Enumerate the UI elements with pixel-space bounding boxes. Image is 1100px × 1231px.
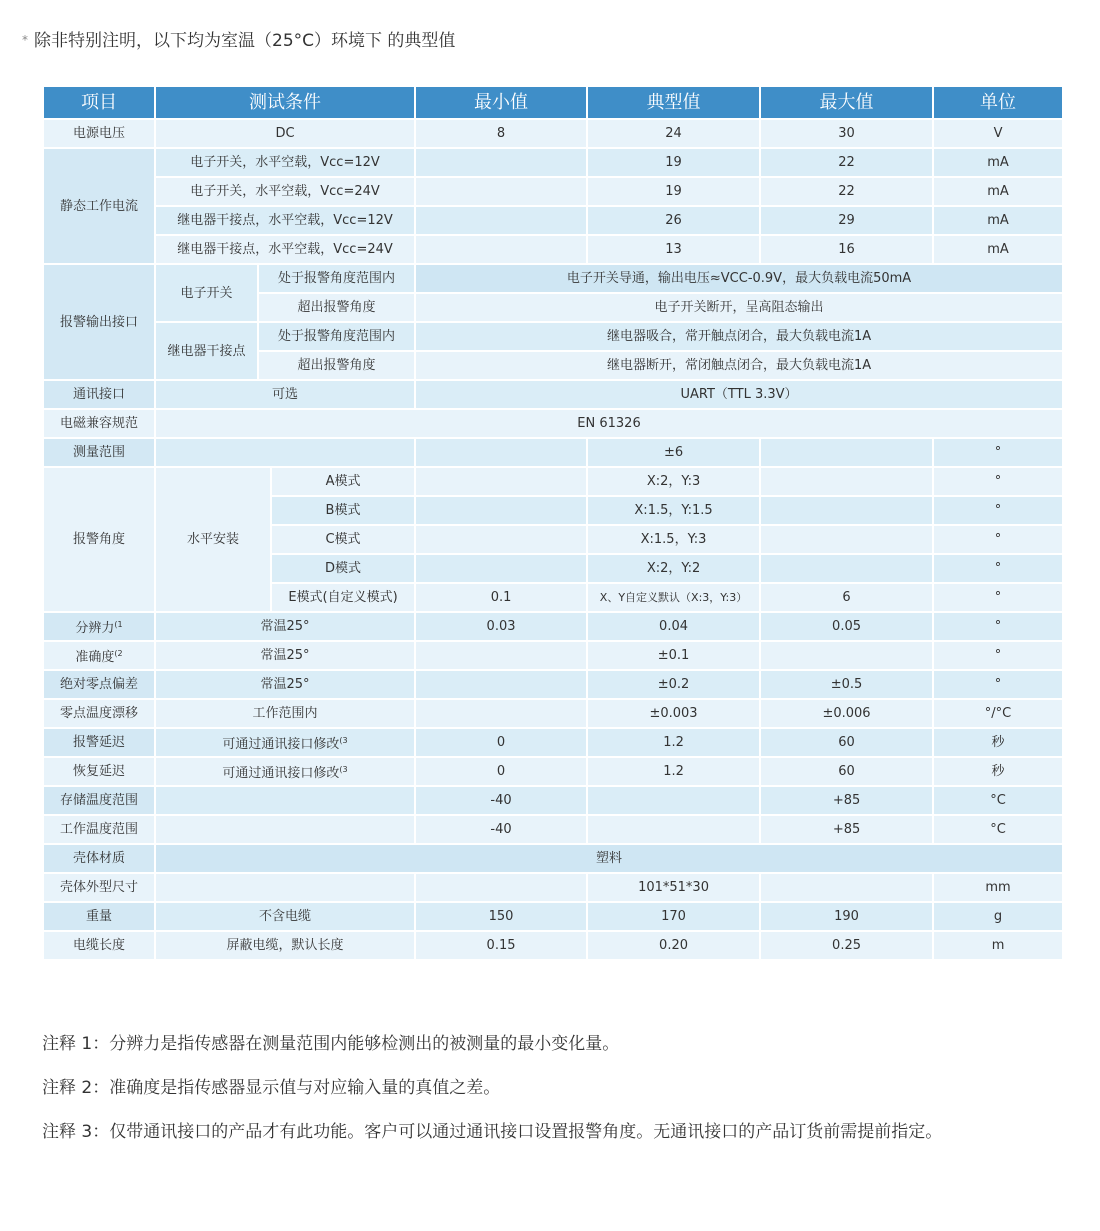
min-cell [415, 467, 587, 496]
header-note [22, 26, 455, 51]
min-cell [415, 670, 587, 699]
typ-cell: ±0.2 [587, 670, 760, 699]
condition-cell [155, 757, 415, 786]
footnote-1: 注释 1：分辨力是指传感器在测量范围内能够检测出的被测量的最小变化量。 [42, 1034, 620, 1054]
unit-cell: mA [933, 177, 1063, 206]
value-cell: 电子开关导通，输出电压≈VCC-0.9V，最大负载电流50mA [415, 264, 1063, 293]
item-cell: 电源电压 [43, 119, 155, 148]
header-note-text: 除非特别注明，以下均为室温（25°C）环境下 的典型值 [34, 31, 456, 51]
condition-cell: 工作范围内 [155, 699, 415, 728]
max-cell: 60 [760, 728, 933, 757]
typ-cell: 0.20 [587, 931, 760, 960]
typ-cell [587, 815, 760, 844]
item-cell: 报警延迟 [43, 728, 155, 757]
min-cell [415, 873, 587, 902]
table-row [43, 612, 1063, 641]
min-cell [415, 206, 587, 235]
item-cell: 报警角度 [43, 467, 155, 612]
header-min: 最小值 [415, 86, 587, 119]
unit-cell: V [933, 119, 1063, 148]
output-type-cell: 电子开关 [155, 264, 258, 322]
mode-cell: B模式 [271, 496, 415, 525]
max-cell [760, 525, 933, 554]
max-cell: 16 [760, 235, 933, 264]
condition-cell: 屏蔽电缆，默认长度 [155, 931, 415, 960]
item-cell: 存储温度范围 [43, 786, 155, 815]
typ-cell: 19 [587, 148, 760, 177]
table-row [43, 670, 1063, 699]
max-cell [760, 467, 933, 496]
unit-cell: 秒 [933, 728, 1063, 757]
max-cell: +85 [760, 786, 933, 815]
max-cell: 6 [760, 583, 933, 612]
item-cell: 工作温度范围 [43, 815, 155, 844]
condition-cell: 超出报警角度 [258, 351, 415, 380]
max-cell: 190 [760, 902, 933, 931]
condition-cell: 常温25° [155, 612, 415, 641]
typ-cell: X:1.5，Y:1.5 [587, 496, 760, 525]
table-row [43, 902, 1063, 931]
item-cell: 重量 [43, 902, 155, 931]
table-row [43, 438, 1063, 467]
footnote-ref: (1 [114, 620, 123, 629]
condition-cell: 继电器干接点，水平空载，Vcc=24V [155, 235, 415, 264]
spec-table [42, 85, 1064, 961]
condition-cell: 电子开关，水平空载，Vcc=24V [155, 177, 415, 206]
min-cell: 0.03 [415, 612, 587, 641]
min-cell [415, 235, 587, 264]
min-cell [415, 148, 587, 177]
item-cell: 壳体外型尺寸 [43, 873, 155, 902]
install-cell: 水平安装 [155, 467, 271, 612]
unit-cell: ° [933, 612, 1063, 641]
min-cell [415, 554, 587, 583]
unit-cell: ° [933, 554, 1063, 583]
mode-cell: D模式 [271, 554, 415, 583]
mode-cell: C模式 [271, 525, 415, 554]
min-cell: 0.15 [415, 931, 587, 960]
max-cell: ±0.5 [760, 670, 933, 699]
max-cell [760, 554, 933, 583]
max-cell: 22 [760, 148, 933, 177]
condition-cell [155, 438, 415, 467]
table-row [43, 235, 1063, 264]
table-row [43, 873, 1063, 902]
typ-cell: 170 [587, 902, 760, 931]
value-cell: 电子开关断开，呈高阻态输出 [415, 293, 1063, 322]
condition-cell [155, 873, 415, 902]
unit-cell: 秒 [933, 757, 1063, 786]
header-condition: 测试条件 [155, 86, 415, 119]
asterisk-mark: * [22, 33, 28, 47]
typ-cell: 0.04 [587, 612, 760, 641]
item-cell [43, 612, 155, 641]
condition-cell: 电子开关，水平空载，Vcc=12V [155, 148, 415, 177]
value-cell: 继电器断开，常闭触点闭合，最大负载电流1A [415, 351, 1063, 380]
header-typ: 典型值 [587, 86, 760, 119]
item-cell: 电缆长度 [43, 931, 155, 960]
condition-cell [155, 815, 415, 844]
typ-cell: X:1.5，Y:3 [587, 525, 760, 554]
typ-cell: ±0.003 [587, 699, 760, 728]
typ-cell: 101*51*30 [587, 873, 760, 902]
item-cell: 报警输出接口 [43, 264, 155, 380]
header-max: 最大值 [760, 86, 933, 119]
unit-cell: ° [933, 467, 1063, 496]
condition-label: 可通过通讯接口修改 [222, 766, 340, 781]
table-row [43, 931, 1063, 960]
table-row [43, 844, 1063, 873]
unit-cell: g [933, 902, 1063, 931]
table-row [43, 409, 1063, 438]
typ-cell: 13 [587, 235, 760, 264]
max-cell [760, 641, 933, 670]
min-cell: 0 [415, 757, 587, 786]
value-cell: EN 61326 [155, 409, 1063, 438]
unit-cell: mA [933, 206, 1063, 235]
item-cell: 电磁兼容规范 [43, 409, 155, 438]
table-row [43, 641, 1063, 670]
condition-cell: 处于报警角度范围内 [258, 322, 415, 351]
table-row [43, 322, 1063, 351]
typ-cell: 1.2 [587, 728, 760, 757]
table-header-row [43, 86, 1063, 119]
min-cell [415, 438, 587, 467]
mode-cell: E模式(自定义模式) [271, 583, 415, 612]
condition-cell: 处于报警角度范围内 [258, 264, 415, 293]
min-cell [415, 525, 587, 554]
unit-cell: mm [933, 873, 1063, 902]
condition-cell: 继电器干接点，水平空载，Vcc=12V [155, 206, 415, 235]
unit-cell: ° [933, 670, 1063, 699]
condition-cell: 可选 [155, 380, 415, 409]
min-cell: 0.1 [415, 583, 587, 612]
condition-cell: 不含电缆 [155, 902, 415, 931]
min-cell: -40 [415, 815, 587, 844]
item-cell [43, 641, 155, 670]
header-item: 项目 [43, 86, 155, 119]
unit-cell: ° [933, 438, 1063, 467]
max-cell [760, 496, 933, 525]
footnote-ref: (3 [339, 736, 348, 745]
table-row [43, 119, 1063, 148]
table-row [43, 467, 1063, 496]
typ-cell: ±6 [587, 438, 760, 467]
typ-cell: X、Y自定义默认（X:3，Y:3） [587, 583, 760, 612]
item-cell: 绝对零点偏差 [43, 670, 155, 699]
unit-cell: °C [933, 786, 1063, 815]
condition-cell: 常温25° [155, 641, 415, 670]
table-row [43, 699, 1063, 728]
unit-cell: °/°C [933, 699, 1063, 728]
header-unit: 单位 [933, 86, 1063, 119]
typ-cell: 19 [587, 177, 760, 206]
unit-cell: °C [933, 815, 1063, 844]
min-cell [415, 699, 587, 728]
table-row [43, 815, 1063, 844]
footnote-3: 注释 3：仅带通讯接口的产品才有此功能。客户可以通过通讯接口设置报警角度。无通讯接口的产品订货前需提前指定。 [42, 1122, 943, 1142]
condition-cell: 超出报警角度 [258, 293, 415, 322]
min-cell [415, 641, 587, 670]
table-row [43, 148, 1063, 177]
table-row [43, 177, 1063, 206]
value-cell: 继电器吸合，常开触点闭合，最大负载电流1A [415, 322, 1063, 351]
footnote-ref: (3 [339, 765, 348, 774]
unit-cell: ° [933, 525, 1063, 554]
typ-cell: 1.2 [587, 757, 760, 786]
item-cell: 通讯接口 [43, 380, 155, 409]
table-row [43, 786, 1063, 815]
table-row [43, 206, 1063, 235]
max-cell: 30 [760, 119, 933, 148]
min-cell [415, 496, 587, 525]
min-cell: -40 [415, 786, 587, 815]
unit-cell: mA [933, 235, 1063, 264]
item-cell: 恢复延迟 [43, 757, 155, 786]
min-cell: 150 [415, 902, 587, 931]
unit-cell: ° [933, 583, 1063, 612]
condition-cell: DC [155, 119, 415, 148]
typ-cell: 26 [587, 206, 760, 235]
condition-label: 可通过通讯接口修改 [222, 737, 340, 752]
item-cell: 壳体材质 [43, 844, 155, 873]
table-row [43, 264, 1063, 293]
max-cell: 60 [760, 757, 933, 786]
max-cell [760, 873, 933, 902]
max-cell: 22 [760, 177, 933, 206]
typ-cell: ±0.1 [587, 641, 760, 670]
footnote-2: 注释 2：准确度是指传感器显示值与对应输入量的真值之差。 [42, 1078, 501, 1098]
condition-cell: 常温25° [155, 670, 415, 699]
unit-cell: mA [933, 148, 1063, 177]
unit-cell: m [933, 931, 1063, 960]
condition-cell [155, 786, 415, 815]
table-row [43, 757, 1063, 786]
max-cell: +85 [760, 815, 933, 844]
value-cell: 塑料 [155, 844, 1063, 873]
max-cell: 0.05 [760, 612, 933, 641]
item-label: 准确度 [75, 650, 115, 665]
mode-cell: A模式 [271, 467, 415, 496]
unit-cell: ° [933, 641, 1063, 670]
max-cell [760, 438, 933, 467]
unit-cell: ° [933, 496, 1063, 525]
condition-cell [155, 728, 415, 757]
max-cell: 29 [760, 206, 933, 235]
max-cell: ±0.006 [760, 699, 933, 728]
min-cell [415, 177, 587, 206]
typ-cell: 24 [587, 119, 760, 148]
max-cell: 0.25 [760, 931, 933, 960]
table-row [43, 380, 1063, 409]
output-type-cell: 继电器干接点 [155, 322, 258, 380]
table-row [43, 728, 1063, 757]
typ-cell: X:2，Y:3 [587, 467, 760, 496]
item-cell: 测量范围 [43, 438, 155, 467]
value-cell: UART（TTL 3.3V） [415, 380, 1063, 409]
item-label: 分辨力 [75, 621, 115, 636]
item-cell: 零点温度漂移 [43, 699, 155, 728]
footnote-ref: (2 [114, 649, 123, 658]
min-cell: 8 [415, 119, 587, 148]
footnotes [42, 1032, 1062, 1164]
min-cell: 0 [415, 728, 587, 757]
typ-cell: X:2，Y:2 [587, 554, 760, 583]
typ-cell [587, 786, 760, 815]
item-cell: 静态工作电流 [43, 148, 155, 264]
